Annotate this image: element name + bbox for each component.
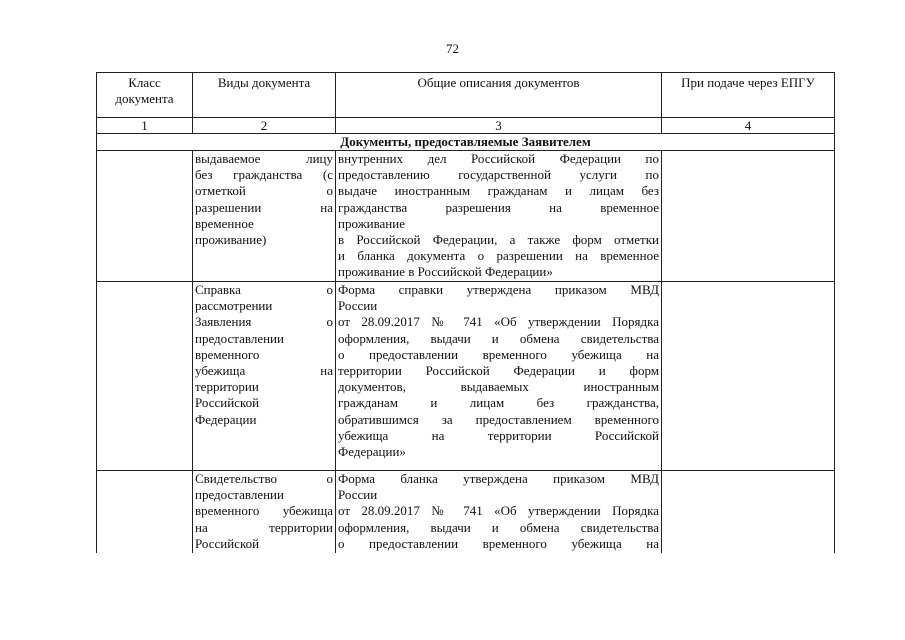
column-number: 3: [336, 118, 662, 134]
table-row: [97, 151, 835, 282]
text-line: Справка о: [195, 282, 333, 297]
text-line: убежища на: [195, 363, 333, 379]
text-line: Федерации»: [338, 444, 406, 460]
cell-description: [336, 151, 662, 282]
text-line: проживание: [338, 215, 405, 231]
text-line: на территории: [195, 519, 333, 535]
cell-doc-type: [193, 151, 336, 282]
text-line: убежища на территории Российской: [338, 427, 659, 443]
cell-epgu: [662, 471, 835, 554]
text-line: Российской: [195, 535, 260, 551]
text-line: без гражданства (с: [195, 167, 333, 183]
text-line: о предоставлении временного убежища на: [338, 346, 659, 362]
text-line: в Российской Федерации, а также форм отметки: [338, 232, 659, 248]
cell-epgu: [662, 151, 835, 282]
cell-doc-type: [193, 471, 336, 554]
text-line: документов, выдаваемых иностранным: [338, 379, 659, 395]
text-line: Форма справки утверждена приказом МВД: [338, 282, 659, 297]
text-line: территории: [195, 379, 259, 395]
text-line: отметкой о: [195, 183, 333, 199]
text-line: России: [338, 487, 378, 503]
document-table: [96, 72, 835, 553]
text-line: рассмотрении: [195, 298, 273, 314]
text-line: территории Российской Федерации и форм: [338, 363, 659, 379]
text-line: Российской: [195, 395, 260, 411]
section-title: Документы, предоставляемые Заявителем: [97, 134, 835, 151]
text-line: от 28.09.2017 № 741 «Об утверждении Порядка: [338, 503, 659, 519]
table-header-row: [97, 73, 835, 118]
text-line: Свидетельство о: [195, 471, 333, 486]
text-line: выдаваемое лицу: [195, 151, 333, 166]
text-line: внутренних дел Российской Федерации по: [338, 151, 659, 166]
document-table-viewport: [96, 72, 836, 570]
column-number: 2: [193, 118, 336, 134]
header-types: Виды документа: [193, 73, 336, 118]
cell-epgu: [662, 282, 835, 471]
column-number: 4: [662, 118, 835, 134]
text-line: проживание в Российской Федерации»: [338, 264, 553, 280]
text-line: предоставлении: [195, 330, 284, 346]
text-line: гражданства разрешения на временное: [338, 199, 659, 215]
page-number: 72: [446, 41, 459, 56]
cell-class: [97, 471, 193, 554]
cell-class: [97, 151, 193, 282]
text-line: выдаче иностранным гражданам и лицам без: [338, 183, 659, 199]
text-line: России: [338, 298, 378, 314]
text-line: гражданам и лицам без гражданства,: [338, 395, 659, 411]
text-line: и бланка документа о разрешении на временное: [338, 248, 659, 264]
text-line: оформления, выдачи и обмена свидетельства: [338, 519, 659, 535]
column-number: 1: [97, 118, 193, 134]
text-line: Федерации: [195, 411, 257, 427]
cell-description: [336, 471, 662, 554]
text-line: о предоставлении временного убежища на: [338, 535, 659, 551]
section-row: [97, 134, 835, 151]
text-line: обратившимся за предоставлением временного: [338, 411, 659, 427]
text-line: предоставлению государственной услуги по: [338, 167, 659, 183]
text-line: Заявления о: [195, 314, 333, 330]
text-line: временного убежища: [195, 503, 333, 519]
text-line: предоставлении: [195, 487, 284, 503]
text-line: разрешении на: [195, 199, 333, 215]
cell-class: [97, 282, 193, 471]
cell-description: [336, 282, 662, 471]
header-class: Класс документа: [97, 73, 193, 118]
text-line: временное: [195, 215, 254, 231]
table-row: [97, 471, 835, 554]
table-row: [97, 282, 835, 471]
header-descriptions: Общие описания документов: [336, 73, 662, 118]
text-line: оформления, выдачи и обмена свидетельства: [338, 330, 659, 346]
text-line: Форма бланка утверждена приказом МВД: [338, 471, 659, 486]
header-epgu: При подаче через ЕПГУ: [662, 73, 835, 118]
cell-doc-type: [193, 282, 336, 471]
column-number-row: [97, 118, 835, 134]
text-line: временного: [195, 346, 260, 362]
text-line: проживание): [195, 232, 267, 248]
text-line: от 28.09.2017 № 741 «Об утверждении Порядка: [338, 314, 659, 330]
